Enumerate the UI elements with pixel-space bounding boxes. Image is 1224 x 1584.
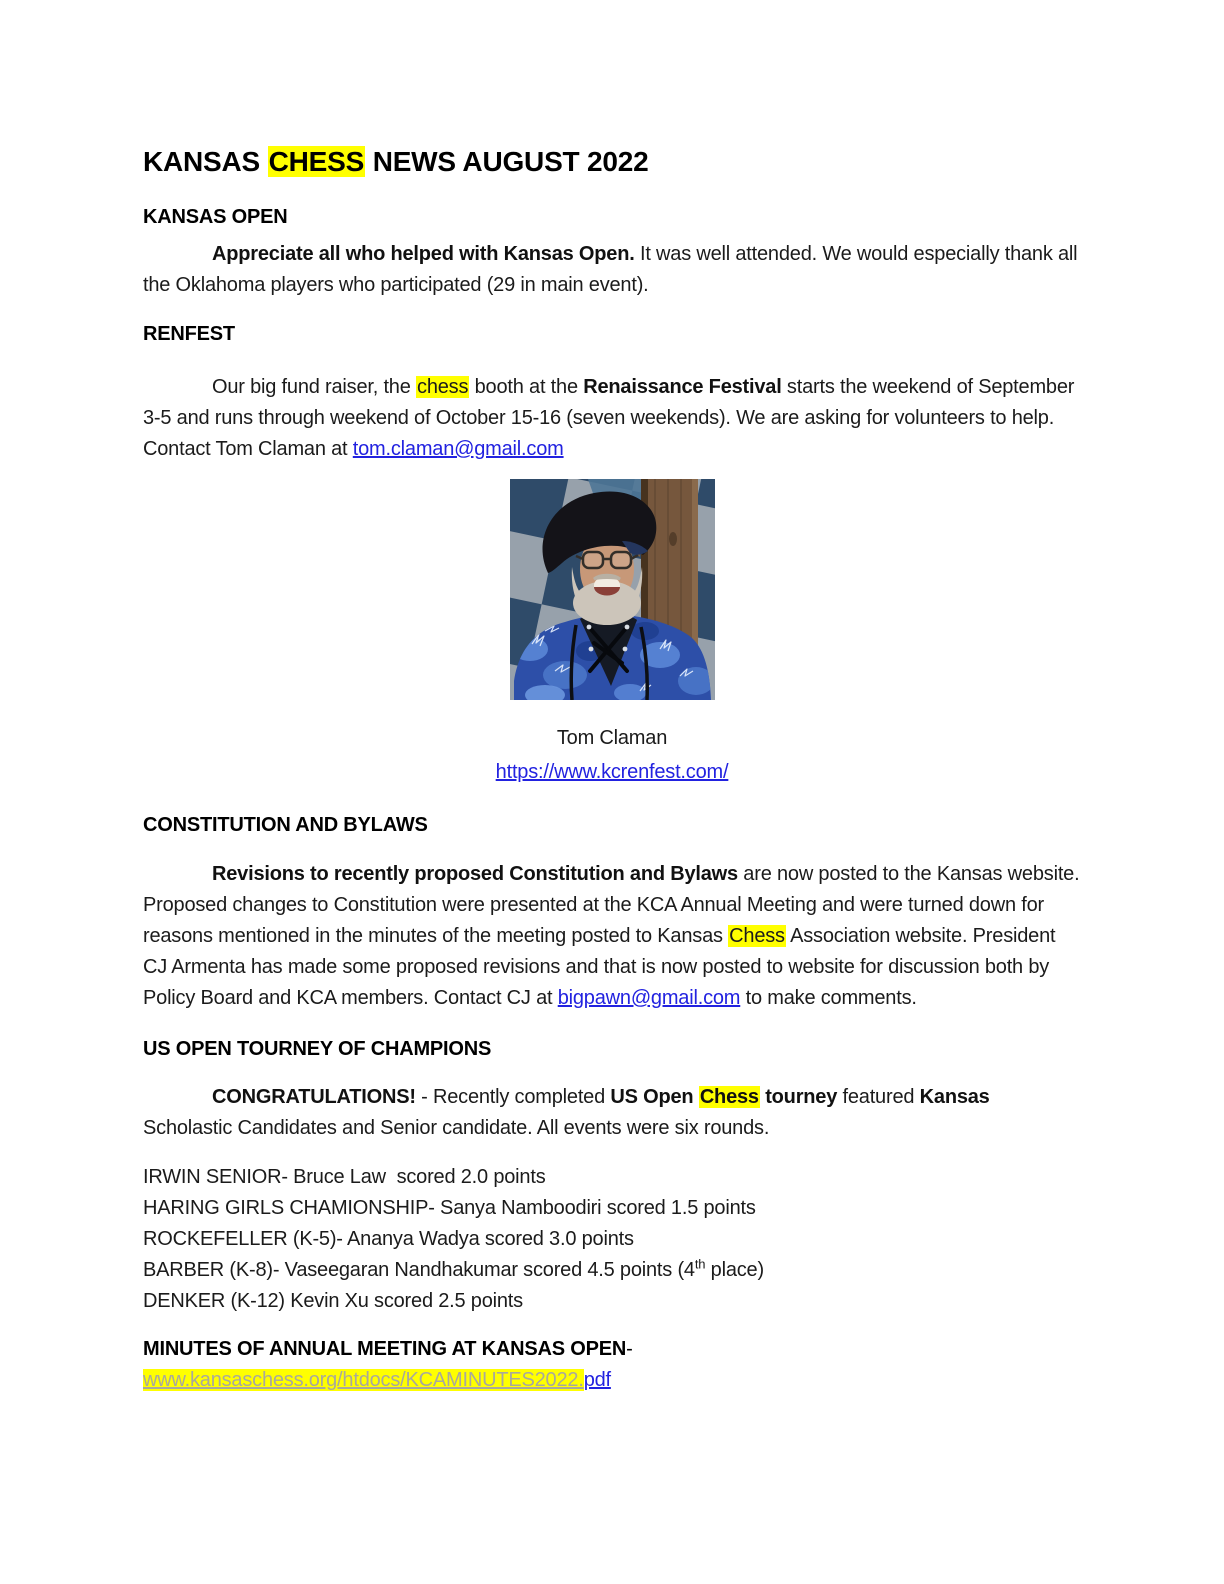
- tournament-results-list: [143, 1162, 1081, 1317]
- usopen-bold-tourney: tourney: [759, 1086, 838, 1108]
- heading-renfest: RENFEST: [143, 323, 235, 345]
- result-denker: DENKER (K-12) Kevin Xu scored 2.5 points: [143, 1290, 523, 1312]
- minutes-url-line: [143, 1365, 1081, 1396]
- renfest-bold-festival: Renaissance Festival: [583, 376, 782, 398]
- usopen-bold-chess: [699, 1086, 760, 1108]
- usopen-highlight-chess: Chess: [699, 1086, 759, 1108]
- usopen-bold-usopen: US Open: [610, 1086, 699, 1108]
- tom-claman-photo-block: [143, 479, 1081, 789]
- usopen-text-2: featured: [837, 1086, 920, 1108]
- kcrenfest-link[interactable]: https://www.kcrenfest.com/: [495, 761, 729, 783]
- us-open-paragraph: [143, 1082, 1081, 1144]
- minutes-heading-bold: MINUTES OF ANNUAL MEETING AT KANSAS OPEN: [143, 1338, 627, 1360]
- title-text-pre: KANSAS: [143, 146, 268, 177]
- constitution-highlight-chess: Chess: [729, 925, 785, 947]
- email-link-tom-claman[interactable]: tom.claman@gmail.com: [352, 438, 564, 460]
- usopen-bold-congratulations: CONGRATULATIONS!: [212, 1086, 416, 1108]
- minutes-pdf-link-ext[interactable]: pdf: [583, 1369, 611, 1391]
- minutes-heading-hyphen: -: [626, 1338, 633, 1360]
- result-haring-girls: HARING GIRLS CHAMIONSHIP- Sanya Namboodiri scored 1.5 points: [143, 1197, 756, 1219]
- result-irwin-senior: IRWIN SENIOR- Bruce Law scored 2.0 points: [143, 1166, 546, 1188]
- usopen-text-3: Scholastic Candidates and Senior candidate. All events were six rounds.: [143, 1117, 770, 1139]
- constitution-paragraph: [143, 859, 1081, 1014]
- photo-caption: [143, 721, 1081, 789]
- usopen-text-1: - Recently completed: [415, 1086, 611, 1108]
- renfest-text-1: Our big fund raiser, the: [212, 376, 417, 398]
- minutes-pdf-link-highlighted[interactable]: www.kansaschess.org/htdocs/KCAMINUTES2022.: [143, 1369, 584, 1391]
- renfest-highlight-chess: chess: [417, 376, 469, 398]
- tom-claman-photo: [510, 479, 715, 700]
- email-link-bigpawn[interactable]: bigpawn@gmail.com: [557, 987, 741, 1009]
- photo-caption-name: Tom Claman: [556, 727, 668, 749]
- renfest-paragraph: [143, 372, 1081, 465]
- constitution-bold-lead: Revisions to recently proposed Constitution and Bylaws: [212, 863, 738, 885]
- result-barber-post: place): [705, 1259, 764, 1281]
- constitution-text-1: are now posted to the Kansas website. Proposed changes to Constitution were presented at the KCA Annual Meeting and were turned down for reasons mentioned in the minutes of the meeting posted to Kansas: [143, 863, 1080, 947]
- usopen-bold-kansas: Kansas: [919, 1086, 990, 1108]
- page-title: [143, 146, 1081, 178]
- kansas-open-bold-lead: Appreciate all who helped with Kansas Open.: [212, 243, 635, 265]
- title-highlight-chess: CHESS: [268, 146, 365, 177]
- result-barber: [143, 1255, 1081, 1286]
- kansas-open-rest: It was well attended. We would especially thank all the Oklahoma players who participated (29 in main event).: [143, 243, 1078, 296]
- title-text-post: NEWS AUGUST 2022: [365, 146, 649, 177]
- heading-constitution-bylaws: CONSTITUTION AND BYLAWS: [143, 814, 428, 836]
- constitution-text-2: Association website. President CJ Armenta has made some proposed revisions and that is now posted to website for discussion both by Policy Board and KCA members. Contact CJ at: [143, 925, 1056, 1009]
- renfest-text-2: booth at the: [469, 376, 584, 398]
- heading-us-open-tourney: US OPEN TOURNEY OF CHAMPIONS: [143, 1038, 492, 1060]
- heading-kansas-open: KANSAS OPEN: [143, 206, 288, 228]
- kansas-open-paragraph: [143, 239, 1081, 301]
- result-rockefeller: ROCKEFELLER (K-5)- Ananya Wadya scored 3.0 points: [143, 1228, 634, 1250]
- result-barber-ordinal: th: [694, 1256, 706, 1272]
- renfest-text-3: starts the weekend of September 3-5 and runs through weekend of October 15-16 (seven weekends). We are asking for volunteers to help. Contact Tom Claman at: [143, 376, 1075, 460]
- constitution-text-3: to make comments.: [740, 987, 917, 1009]
- heading-minutes: [143, 1334, 1081, 1365]
- result-barber-pre: BARBER (K-8)- Vaseegaran Nandhakumar scored 4.5 points (4: [143, 1259, 695, 1281]
